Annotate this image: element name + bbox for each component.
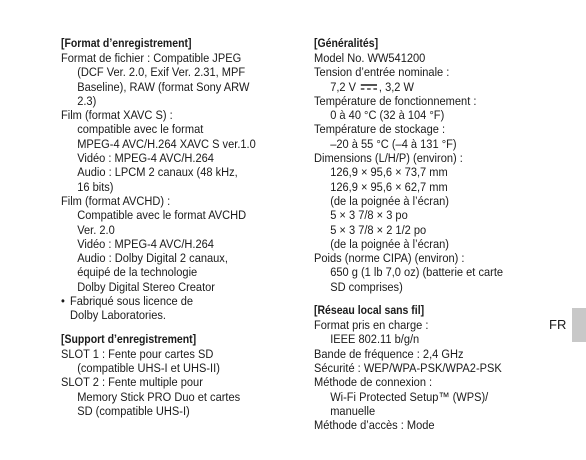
- spec-line: Audio : Dolby Digital 2 canaux,: [77, 251, 228, 266]
- spec-line: SLOT 2 : Fente multiple pour: [61, 375, 203, 390]
- spec-line: SD comprises): [330, 279, 403, 294]
- spec-line: (compatible UHS-I et UHS-II): [77, 360, 220, 375]
- voltage-text: 7,2 V: [330, 79, 357, 94]
- spec-line: Méthode de connexion :: [314, 375, 433, 390]
- spec-line: 650 g (1 lb 7,0 oz) (batterie et carte: [330, 265, 504, 280]
- spec-line: 5 × 3 7/8 × 3 po: [330, 208, 408, 223]
- spec-line: 5 × 3 7/8 × 2 1/2 po: [330, 222, 427, 237]
- spec-line: Format de fichier : Compatible JPEG: [61, 51, 242, 65]
- license-note-line: Fabriqué sous licence de: [70, 294, 194, 309]
- spec-line: équipé de la technologie: [77, 265, 198, 280]
- spec-line: (de la poignée à l’écran): [330, 193, 449, 208]
- power-text: , 3,2 W: [378, 79, 414, 94]
- spec-line: Dimensions (L/H/P) (environ) :: [314, 151, 463, 166]
- language-tab-label: FR: [549, 317, 567, 332]
- bullet-icon: •: [61, 294, 65, 309]
- spec-line: Film (format AVCHD) :: [61, 193, 171, 208]
- spec-line: SLOT 1 : Fente pour cartes SD: [61, 346, 214, 361]
- license-note: [61, 294, 277, 308]
- language-tab-marker: [572, 308, 586, 342]
- spec-line: 2.3): [77, 93, 97, 108]
- general-heading: [Généralités]: [314, 36, 379, 50]
- spec-line: Sécurité : WEP/WPA-PSK/WPA2-PSK: [314, 360, 502, 375]
- spec-line: Méthode d’accès : Mode: [314, 418, 435, 433]
- right-column: [314, 36, 560, 432]
- spec-line: Wi-Fi Protected Setup™ (WPS)/: [330, 389, 489, 404]
- spec-line: MPEG-4 AVC/H.264 XAVC S ver.1.0: [77, 136, 256, 151]
- spec-line: SD (compatible UHS-I): [77, 403, 190, 418]
- spec-line: (de la poignée à l’écran): [330, 236, 449, 251]
- spec-line: Vidéo : MPEG-4 AVC/H.264: [77, 236, 214, 251]
- recording-format-heading: [Format d’enregistrement]: [61, 36, 192, 50]
- dc-symbol-icon: [360, 80, 378, 94]
- voltage-value: [314, 80, 535, 94]
- spec-line: 126,9 × 95,6 × 62,7 mm: [330, 179, 448, 194]
- spec-line: Dolby Digital Stereo Creator: [77, 279, 215, 294]
- wireless-lan-heading: [Réseau local sans fil]: [314, 303, 425, 318]
- spec-line: manuelle: [330, 403, 376, 418]
- spec-line: Vidéo : MPEG-4 AVC/H.264: [77, 151, 214, 166]
- spec-line: Température de stockage :: [314, 122, 446, 137]
- license-note-line: Dolby Laboratories.: [70, 308, 166, 323]
- spec-line: Poids (norme CIPA) (environ) :: [314, 251, 465, 266]
- spec-line: 16 bits): [77, 179, 114, 194]
- spec-line: Format pris en charge :: [314, 318, 429, 333]
- spec-line: Température de fonctionnement :: [314, 93, 477, 108]
- spec-line: Audio : LPCM 2 canaux (48 kHz,: [77, 165, 238, 180]
- spec-line: Tension d’entrée nominale :: [314, 65, 450, 80]
- spec-line: Ver. 2.0: [77, 222, 115, 237]
- spec-line: –20 à 55 °C (–4 à 131 °F): [330, 136, 457, 151]
- spec-line: 0 à 40 °C (32 à 104 °F): [330, 108, 445, 123]
- spec-line: (DCF Ver. 2.0, Exif Ver. 2.31, MPF: [77, 65, 246, 80]
- recording-media-heading: [Support d’enregistrement]: [61, 331, 197, 346]
- license-note: [61, 308, 277, 322]
- spec-line: IEEE 802.11 b/g/n: [330, 332, 420, 347]
- left-column: [61, 36, 301, 418]
- spec-line: Memory Stick PRO Duo et cartes: [77, 389, 241, 404]
- spec-line: 126,9 × 95,6 × 73,7 mm: [330, 165, 448, 180]
- spec-line: Bande de fréquence : 2,4 GHz: [314, 346, 464, 361]
- model-number: Model No. WW541200: [314, 51, 426, 65]
- spec-line: Compatible avec le format AVCHD: [77, 208, 247, 223]
- spec-line: Baseline), RAW (format Sony ARW: [77, 79, 250, 94]
- spec-line: Film (format XAVC S) :: [61, 108, 173, 123]
- spec-line: compatible avec le format: [77, 122, 204, 137]
